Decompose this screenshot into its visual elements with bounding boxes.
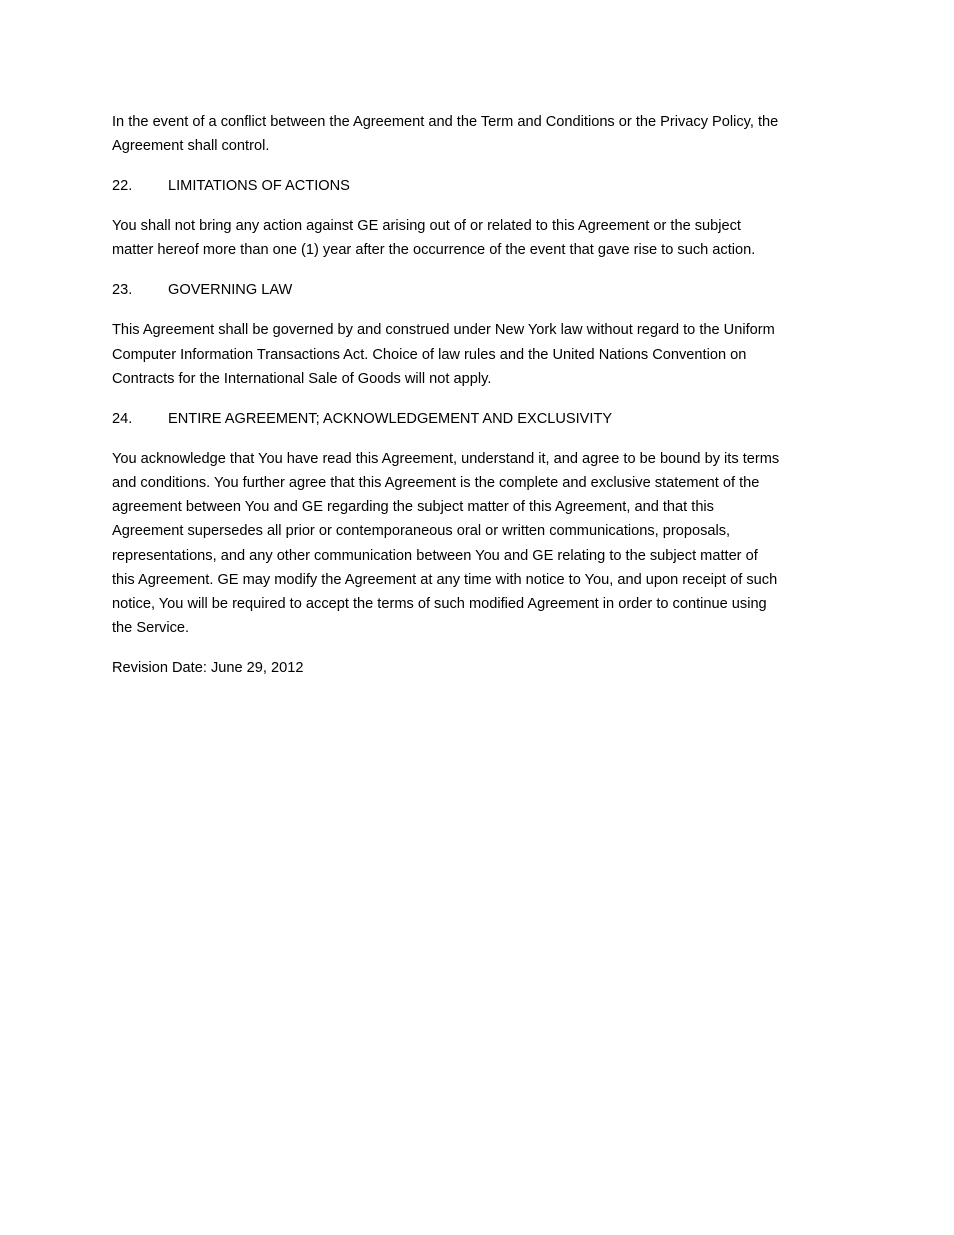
section-title: GOVERNING LAW (168, 282, 293, 299)
text-line: You shall not bring any action against GE arising out of or related to this Agreement or the subject (112, 218, 741, 235)
intro-paragraph (112, 110, 847, 158)
text-line: notice, You will be required to accept the terms of such modified Agreement in order to continue using (112, 596, 767, 613)
text-line: Computer Information Transactions Act. Choice of law rules and the United Nations Convention on (112, 346, 747, 363)
section-number: 24. (112, 410, 133, 427)
section-24-paragraph (112, 447, 847, 641)
section-23-heading (112, 278, 847, 302)
text-line: and conditions. You further agree that this Agreement is the complete and exclusive statement of the (112, 475, 760, 492)
text-line: This Agreement shall be governed by and construed under New York law without regard to the Uniform (112, 322, 775, 339)
text-line: Agreement shall control. (112, 138, 270, 155)
document-body (112, 110, 847, 696)
text-line: representations, and any other communication between You and GE relating to the subject matter of (112, 547, 758, 564)
section-22-heading (112, 174, 847, 198)
text-line: Agreement supersedes all prior or contemporaneous oral or written communications, proposals, (112, 523, 731, 540)
section-number: 23. (112, 282, 133, 299)
text-line: In the event of a conflict between the Agreement and the Term and Conditions or the Privacy Policy, the (112, 114, 779, 130)
section-22-paragraph (112, 214, 847, 262)
section-title: LIMITATIONS OF ACTIONS (168, 178, 350, 195)
section-number: 22. (112, 178, 133, 195)
text-line: agreement between You and GE regarding the subject matter of this Agreement, and that this (112, 499, 714, 516)
section-title: ENTIRE AGREEMENT; ACKNOWLEDGEMENT AND EXCLUSIVITY (168, 410, 613, 427)
text-line: Contracts for the International Sale of Goods will not apply. (112, 370, 492, 387)
revision-date: Revision Date: June 29, 2012 (112, 660, 304, 677)
text-line: the Service. (112, 620, 190, 637)
text-line: this Agreement. GE may modify the Agreement at any time with notice to You, and upon receipt of such (112, 571, 778, 588)
text-line: matter hereof more than one (1) year after the occurrence of the event that gave rise to such action. (112, 242, 756, 259)
section-23-paragraph (112, 318, 847, 391)
text-line: You acknowledge that You have read this Agreement, understand it, and agree to be bound by its terms (112, 450, 780, 467)
section-24-heading (112, 407, 847, 431)
